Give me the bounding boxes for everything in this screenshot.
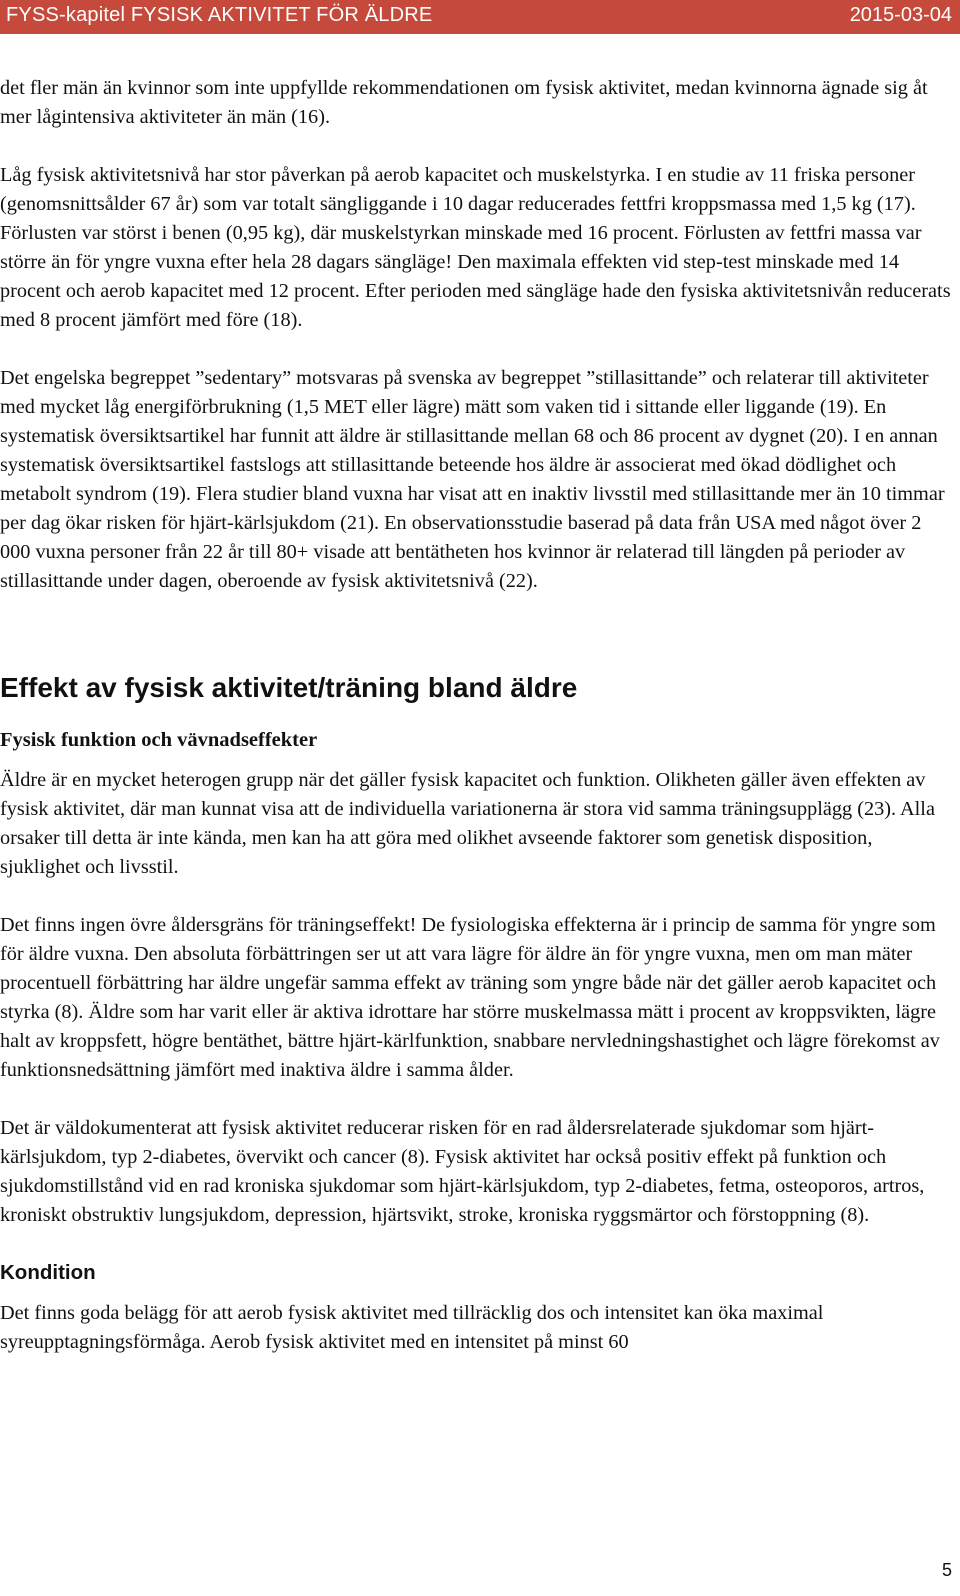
document-date: 2015-03-04 — [849, 4, 952, 26]
page-number: 5 — [941, 1560, 952, 1580]
paragraph: Det finns ingen övre åldersgräns för träningseffekt! De fysiologiska effekterna är i princip de samma för yngre som för äldre vuxna. Den absoluta förbättringen ser ut att vara lägre för äldre än för yngre vuxna, men om man mäter procentuell förbättring har äldre ungefär samma effekt av träning som yngre både när det gäller aerob kapacitet och styrka (8). Äldre som har varit eller är aktiva idrottare har större muskelmassa mätt i procent av kroppsvikten, lägre halt av kroppsfett, högre bentäthet, bättre hjärt-kärlfunktion, snabbare nervledningshastighet och lägre förekomst av funktionsnedsättning jämfört med inaktiva äldre i samma ålder. — [0, 914, 940, 1081]
page-header — [0, 0, 960, 34]
paragraph: Äldre är en mycket heterogen grupp när det gäller fysisk kapacitet och funktion. Olikheten gäller även effekten av fysisk aktivitet, där man kunnat visa att de individuella variationerna är stora vid samma träningsupplägg (23). Alla orsaker till detta är inte kända, men kan ha att göra med olikhet avseende faktorer som genetisk disposition, sjuklighet och livsstil. — [0, 769, 935, 878]
section-heading: Effekt av fysisk aktivitet/träning bland äldre — [0, 672, 578, 703]
document-title: FYSS-kapitel FYSISK AKTIVITET FÖR ÄLDRE — [6, 4, 433, 26]
paragraph: det fler män än kvinnor som inte uppfyllde rekommendationen om fysisk aktivitet, medan kvinnorna ägnade sig åt mer lågintensiva aktiviteter än män (16). — [0, 77, 928, 128]
paragraph: Det är väldokumenterat att fysisk aktivitet reducerar risken för en rad åldersrelaterade sjukdomar som hjärt-kärlsjukdom, typ 2-diabetes, övervikt och cancer (8). Fysisk aktivitet har också positiv effekt på funktion och sjukdomstillstånd vid en rad kroniska sjukdomar som hjärt-kärlsjukdom, typ 2-diabetes, fetma, osteoporos, artros, kroniskt obstruktiv lungsjukdom, depression, hjärtsvikt, stroke, kroniska ryggsmärtor och förstoppning (8). — [0, 1117, 925, 1226]
subsection-heading: Kondition — [0, 1261, 96, 1284]
paragraph: Låg fysisk aktivitetsnivå har stor påverkan på aerob kapacitet och muskelstyrka. I en studie av 11 friska personer (genomsnittsålder 67 år) som var totalt sängliggande i 10 dagar reducerades fettfri kroppsmassa med 1,5 kg (17). Förlusten var störst i benen (0,95 kg), där muskelstyrkan minskade med 16 procent. Förlusten av fettfri massa var större än för yngre vuxna efter hela 28 dagars sängläge! Den maximala effekten vid step-test minskade med 14 procent och aerob kapacitet med 12 procent. Efter perioden med sängläge hade den fysiska aktivitetsnivån reducerats med 8 procent jämfört med före (18). — [0, 164, 951, 331]
paragraph: Det finns goda belägg för att aerob fysisk aktivitet med tillräcklig dos och intensitet kan öka maximal syreupptagningsförmåga. Aerob fysisk aktivitet med en intensitet på minst 60 — [0, 1302, 824, 1353]
document-body — [0, 74, 955, 1386]
subsection-heading: Fysisk funktion och vävnadseffekter — [0, 729, 318, 751]
paragraph: Det engelska begreppet ”sedentary” motsvaras på svenska av begreppet ”stillasittande” och relaterar till aktiviteter med mycket låg energiförbrukning (1,5 MET eller lägre) mätt som vaken tid i sittande eller liggande (19). En systematisk översiktsartikel har funnit att äldre är stillasittande mellan 68 och 86 procent av dygnet (20). I en annan systematisk översiktsartikel fastslogs att stillasittande beteende hos äldre är associerat med ökad dödlighet och metabolt syndrom (19). Flera studier bland vuxna har visat att en inaktiv livsstil med stillasittande mer än 10 timmar per dag ökar risken för hjärt-kärlsjukdom (21). En observationsstudie baserad på data från USA med något över 2 000 vuxna personer från 22 år till 80+ visade att bentätheten hos kvinnor är relaterad till längden på perioder av stillasittande under dagen, oberoende av fysisk aktivitetsnivå (22). — [0, 367, 945, 592]
